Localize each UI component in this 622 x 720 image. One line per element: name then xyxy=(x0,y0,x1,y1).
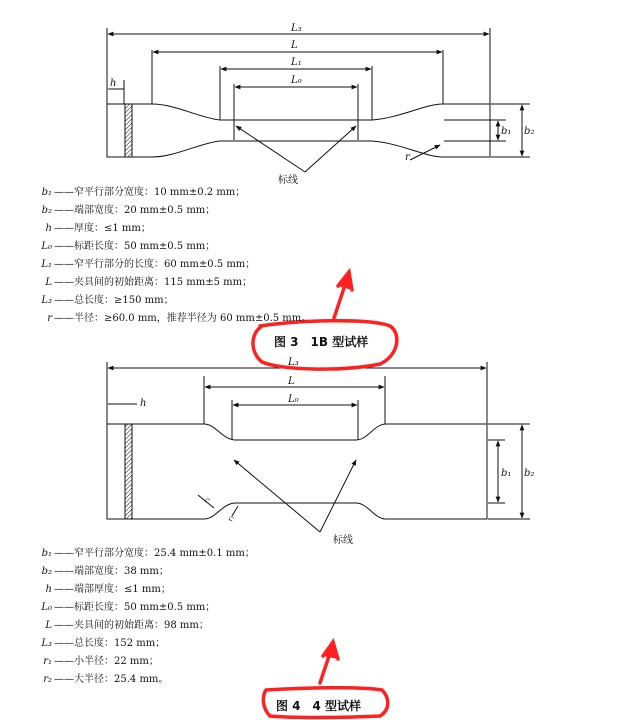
legend-symbol: b₂ xyxy=(41,566,52,577)
fig4-b2-label: b₂ xyxy=(524,468,535,479)
fig4-gauge-label: 标线 xyxy=(333,535,353,546)
red-arrow-2-head xyxy=(323,642,338,659)
legend-symbol: h xyxy=(45,584,52,595)
legend-symbol: r₁ xyxy=(43,656,52,667)
legend-symbol: r₂ xyxy=(43,674,52,685)
fig3-h-label: h xyxy=(110,78,117,89)
legend-symbol: L₁ xyxy=(41,259,52,270)
legend-symbol: L₀ xyxy=(41,602,52,613)
legend-text: ——总长度：152 mm； xyxy=(54,638,166,649)
fig4-b1-label: b₁ xyxy=(501,468,512,479)
figure3-caption-number: 图 3 xyxy=(274,335,299,349)
legend-symbol: L₃ xyxy=(41,638,52,649)
fig4-L3-label: L₃ xyxy=(288,357,299,368)
legend-symbol: L₃ xyxy=(41,295,52,306)
legend-symbol: L xyxy=(45,277,52,288)
legend-text: ——标距长度：50 mm±0.5 mm； xyxy=(54,602,216,613)
fig3-gauge-label: 标线 xyxy=(278,175,298,186)
legend-text: ——端部宽度：38 mm； xyxy=(54,566,169,577)
fig4-L-label: L xyxy=(288,376,295,387)
legend-text: ——小半径：22 mm； xyxy=(54,656,159,667)
figure4-drawing xyxy=(107,362,530,532)
legend-symbol: b₂ xyxy=(41,205,52,216)
figure4-caption-number: 图 4 xyxy=(276,699,301,713)
legend-text: ——夹具间的初始距离：115 mm±5 mm； xyxy=(54,277,253,288)
legend-text: ——总长度：≥150 mm； xyxy=(54,295,174,306)
figure4-caption xyxy=(276,697,373,714)
legend-symbol: L xyxy=(45,620,52,631)
legend-text: ——夹具间的初始距离：98 mm； xyxy=(54,620,209,631)
fig3-L0-label: L₀ xyxy=(291,75,302,86)
fig3-b1-label: b₁ xyxy=(501,126,512,137)
legend-text: ——端部宽度：20 mm±0.5 mm； xyxy=(54,205,216,216)
fig3-L3-label: L₃ xyxy=(291,23,302,34)
fig3-b2-label: b₂ xyxy=(524,126,535,137)
legend-text: ——窄平行部分的长度：60 mm±0.5 mm； xyxy=(54,259,256,270)
fig4-r2-label: r₂ xyxy=(202,496,212,505)
fig3-r-label: r xyxy=(405,152,410,163)
figure3-dim-labels xyxy=(110,23,534,163)
fig3-L-label: L xyxy=(291,40,298,51)
legend-text: ——半径：≥60.0 mm，推荐半径为 60 mm±0.5 mm。 xyxy=(54,313,312,324)
legend-text: ——厚度：≤1 mm； xyxy=(54,223,151,234)
legend-symbol: r xyxy=(47,313,52,324)
fig4-h-label: h xyxy=(140,398,147,409)
red-arrow-1-head xyxy=(338,272,352,290)
legend-symbol: b₁ xyxy=(41,548,52,559)
legend-symbol: b₁ xyxy=(41,187,52,198)
figure3-drawing xyxy=(107,28,530,172)
fig4-r1-label: r₁ xyxy=(226,514,236,523)
fig4-L0-label: L₀ xyxy=(288,394,299,405)
fig3-L1-label: L₁ xyxy=(291,57,302,68)
legend-text: ——大半径：25.4 mm。 xyxy=(54,674,169,685)
legend-symbol: L₀ xyxy=(41,241,52,252)
figure3-caption xyxy=(274,333,380,350)
legend-text: ——标距长度：50 mm±0.5 mm； xyxy=(54,241,216,252)
legend-text: ——端部厚度：≤1 mm； xyxy=(54,584,171,595)
legend-text: ——窄平行部分宽度：10 mm±0.2 mm； xyxy=(54,187,246,198)
figure3-caption-title: 1B 型试样 xyxy=(310,335,369,349)
legend-symbol: h xyxy=(45,223,52,234)
figure4-caption-title: 4 型试样 xyxy=(312,699,362,713)
legend-text: ——窄平行部分宽度：25.4 mm±0.1 mm； xyxy=(54,548,255,559)
